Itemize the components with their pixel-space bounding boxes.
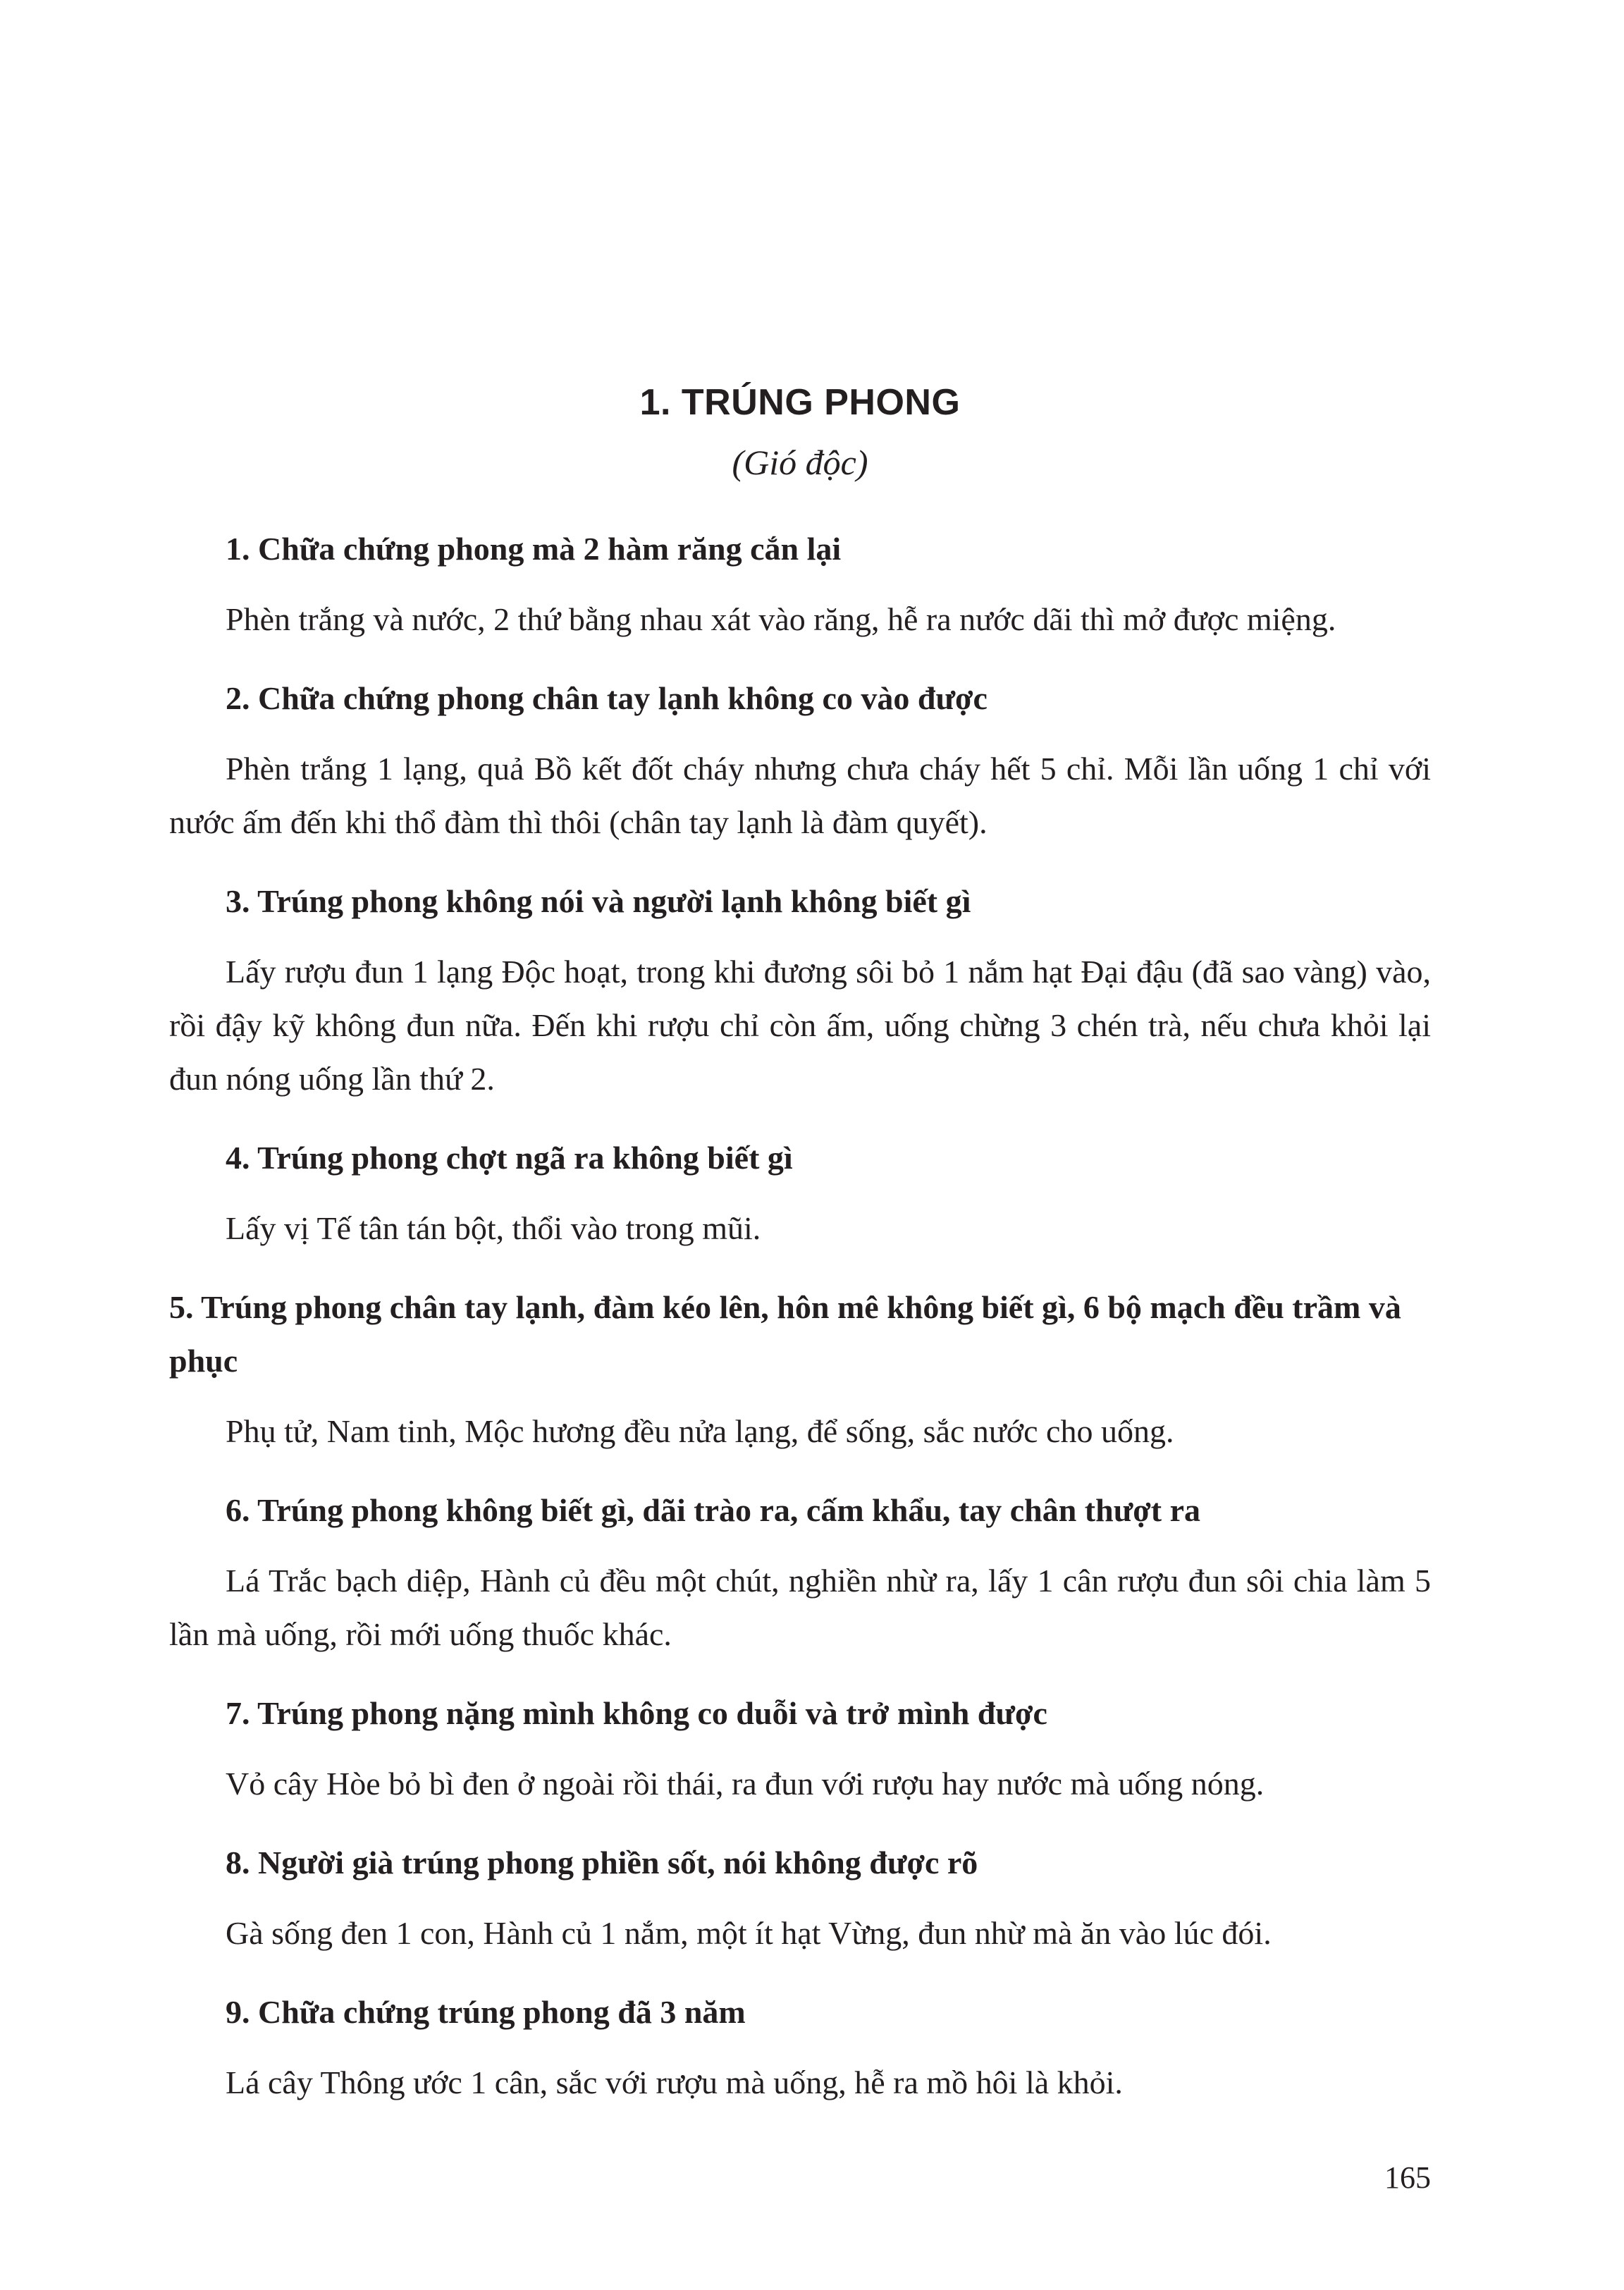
page-content [169,377,1431,2135]
entry-heading: 6. Trúng phong không biết gì, dãi trào ra, cấm khẩu, tay chân thượt ra [226,1492,1201,1528]
entry-heading: 4. Trúng phong chợt ngã ra không biết gì [226,1140,793,1176]
entry-7 [169,1687,1431,1811]
entry-8 [169,1836,1431,1960]
entry-body: Vỏ cây Hòe bỏ bì đen ở ngoài rồi thái, ra đun với rượu hay nước mà uống nóng. [226,1766,1265,1802]
chapter-subtitle: (Gió độc) [732,443,868,482]
entry-body: Phèn trắng 1 lạng, quả Bồ kết đốt cháy nhưng chưa cháy hết 5 chỉ. Mỗi lần uống 1 chỉ với nước ấm đến khi thổ đàm thì thôi (chân tay lạnh là đàm quyết). [169,751,1431,840]
entry-body: Lá Trắc bạch diệp, Hành củ đều một chút, nghiền nhừ ra, lấy 1 cân rượu đun sôi chia làm 5 lần mà uống, rồi mới uống thuốc khác. [169,1563,1431,1652]
entry-5 [169,1281,1431,1458]
entry-3 [169,875,1431,1106]
entry-body: Lấy vị Tế tân tán bột, thổi vào trong mũi. [226,1210,761,1246]
entry-body: Phụ tử, Nam tinh, Mộc hương đều nửa lạng, để sống, sắc nước cho uống. [226,1413,1174,1449]
entry-body: Lấy rượu đun 1 lạng Độc hoạt, trong khi đương sôi bỏ 1 nắm hạt Đại đậu (đã sao vàng) vào, rồi đậy kỹ không đun nữa. Đến khi rượu chỉ còn ấm, uống chừng 3 chén trà, nếu chưa khỏi lại đun nóng uống lần thứ 2. [169,954,1431,1097]
entry-heading: 7. Trúng phong nặng mình không co duỗi và trở mình được [226,1695,1047,1731]
page-number: 165 [1384,2160,1431,2195]
entry-6 [169,1484,1431,1661]
entry-body: Gà sống đen 1 con, Hành củ 1 nắm, một ít hạt Vừng, đun nhừ mà ăn vào lúc đói. [226,1915,1272,1951]
entry-1 [169,522,1431,646]
entry-body: Lá cây Thông ước 1 cân, sắc với rượu mà uống, hễ ra mồ hôi là khỏi. [226,2064,1123,2100]
entry-heading: 5. Trúng phong chân tay lạnh, đàm kéo lên, hôn mê không biết gì, 6 bộ mạch đều trầm và phục [169,1289,1401,1379]
entry-2 [169,672,1431,849]
chapter-title: 1. TRÚNG PHONG [639,382,961,423]
entry-heading: 2. Chữa chứng phong chân tay lạnh không co vào được [226,680,988,716]
entry-heading: 8. Người già trúng phong phiền sốt, nói không được rõ [226,1845,978,1880]
entry-heading: 9. Chữa chứng trúng phong đã 3 năm [226,1994,746,2030]
entry-heading: 3. Trúng phong không nói và người lạnh không biết gì [226,883,971,919]
entry-heading: 1. Chữa chứng phong mà 2 hàm răng cắn lại [226,531,842,567]
entry-body: Phèn trắng và nước, 2 thứ bằng nhau xát vào răng, hễ ra nước dãi thì mở được miệng. [226,601,1336,637]
entry-4 [169,1131,1431,1255]
entry-9 [169,1986,1431,2110]
